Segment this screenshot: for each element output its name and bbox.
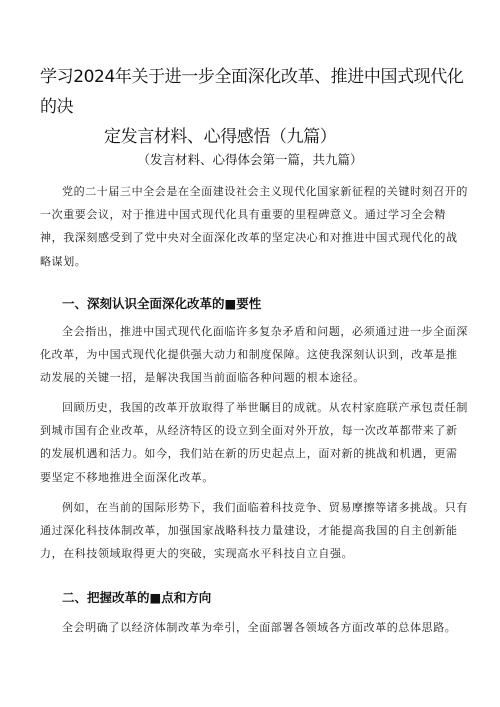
section-heading-1: 一、深刻认识全面深化改革的■要性: [62, 296, 262, 311]
title-line-2: 定发言材料、心得感悟（九篇）: [104, 127, 337, 147]
section-heading-2: 二、把握改革的■点和方向: [62, 590, 212, 605]
title-line-1: 学习2024年关于进一步全面深化改革、推进中国式现代化的决: [40, 67, 464, 117]
body-paragraph-4: 全会明确了以经济体制改革为牵引，全面部署各领域各方面改革的总体思路。: [62, 621, 457, 634]
document-subtitle: （发言材料、心得体会第一篇，共九篇）: [137, 152, 363, 167]
body-paragraph-3: 例如，在当前的国际形势下，我们面临着科技竞争、贸易摩擦等诸多挑战。只有通过深化科技体制改革，加强国家战略科技力量建设，才能提高我国的自主创新能力，在科技领域取得更大的突破，实现高水平科技自立自强。: [40, 501, 468, 561]
document-title: [40, 62, 480, 152]
body-paragraph-1: 全会指出，推进中国式现代化面临许多复杂矛盾和问题，必须通过进一步全面深化改革，为中国式现代化提供强大动力和制度保障。这使我深刻认识到，改革是推动发展的关键一招，是解决我国当前面临各种问题的根本途径。: [40, 325, 468, 385]
body-paragraph-2: 回顾历史，我国的改革开放取得了举世瞩目的成就。从农村家庭联产承包责任制到城市国有企业改革，从经济特区的设立到全面对外开放，每一次改革都带来了新的发展机遇和活力。如今，我们站在新的历史起点上，面对新的挑战和机遇，更需要坚定不移地推进全面深化改革。: [40, 401, 468, 484]
intro-paragraph: 党的二十届三中全会是在全面建设社会主义现代化国家新征程的关键时刻召开的一次重要会议，对于推进中国式现代化具有重要的里程碑意义。通过学习全会精神，我深刻感受到了党中央对全面深化改革的坚定决心和对推进中国式现代化的战略谋划。: [40, 185, 468, 268]
